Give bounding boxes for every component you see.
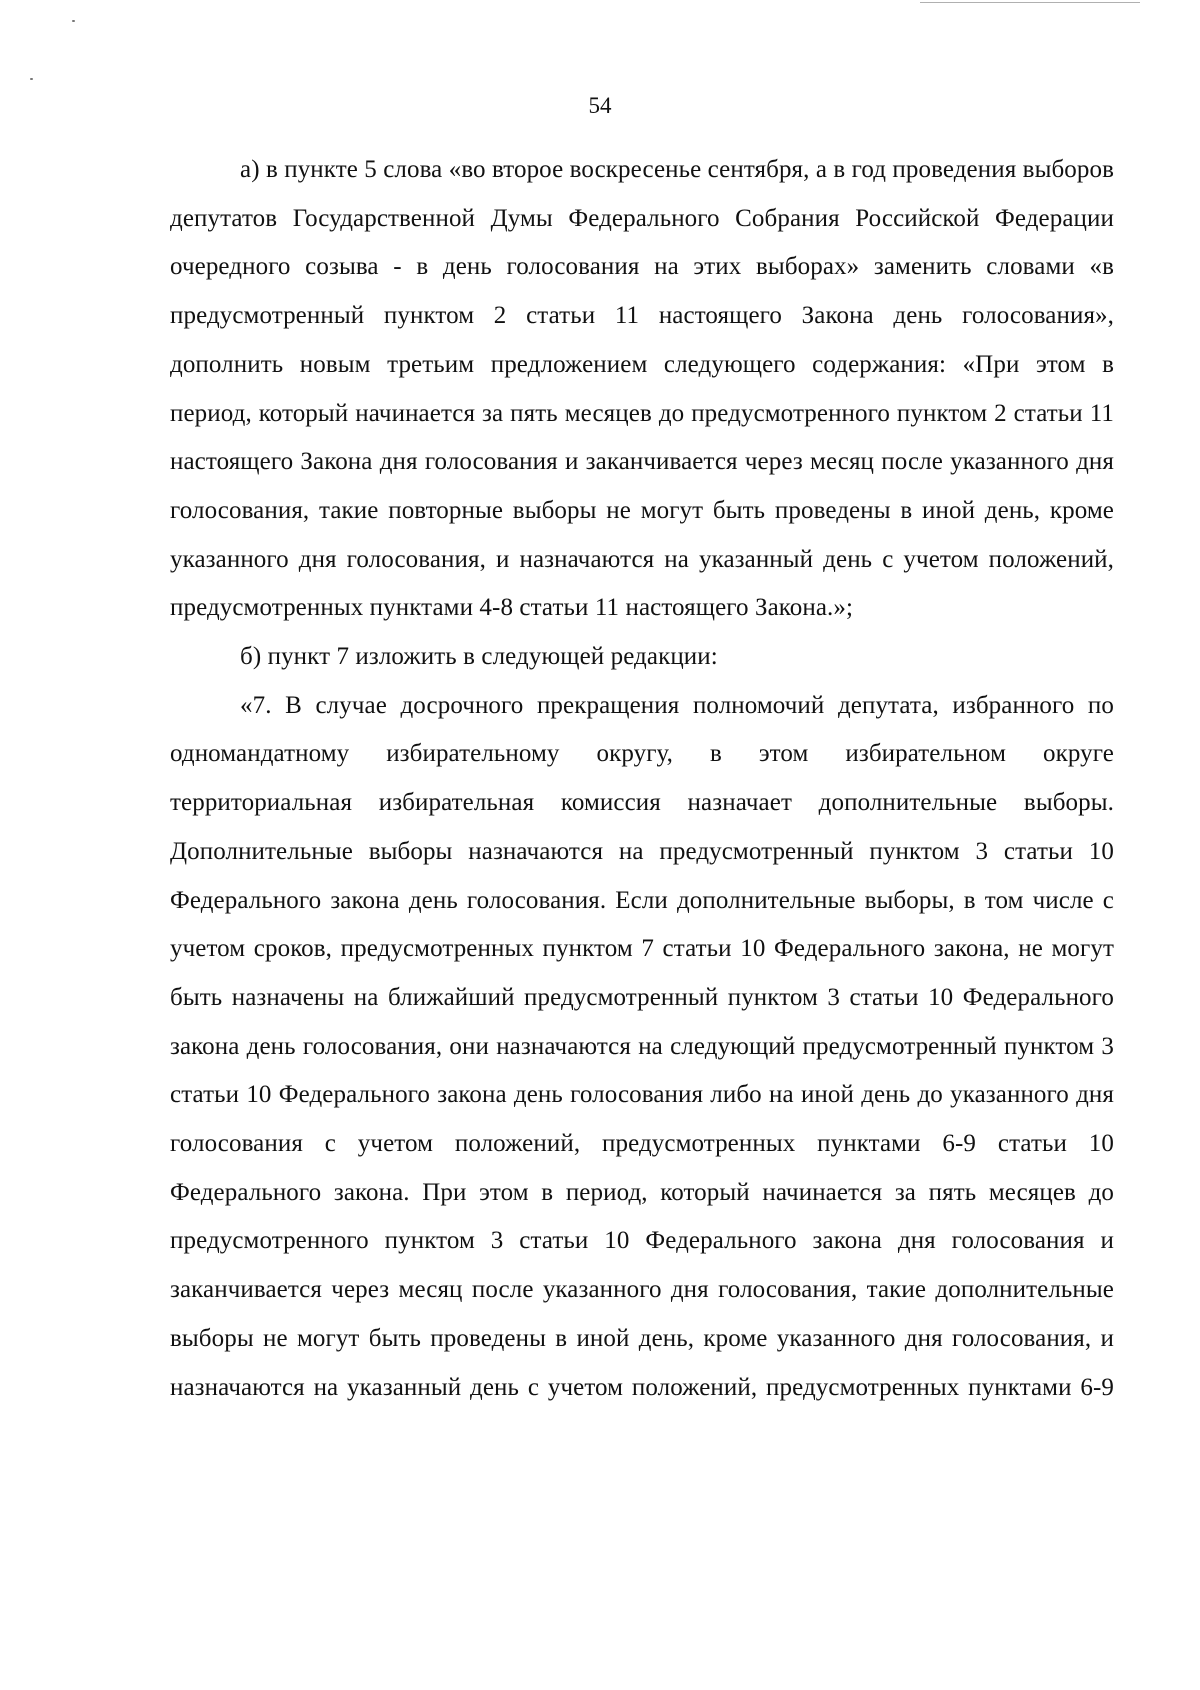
document-body (170, 146, 1114, 1412)
scan-artifact-dot (30, 78, 33, 80)
paragraph-b: б) пункт 7 изложить в следующей редакции: (240, 643, 718, 671)
paragraph-7: «7. В случае досрочного прекращения полномочий депутата, избранного по одномандатному избирательному округу, в этом избирательном округе территориальная избирательная комиссия назначает дополнительные выборы. Дополнительные выборы назначаются на предусмотренный пунктом 3 статьи 10 Федерального закона день голосования. Если дополнительные выборы, в том числе с учетом сроков, предусмотренных пунктом 7 статьи 10 Федерального закона, не могут быть назначены на ближайший предусмотренный пунктом 3 статьи 10 Федерального закона день голосования, они назначаются на следующий предусмотренный пунктом 3 статьи 10 Федерального закона день голосования либо на иной день до указанного дня голосования с учетом положений, предусмотренных пунктами 6-9 статьи 10 Федерального закона. При этом в период, который начинается за пять месяцев до предусмотренного пунктом 3 статьи 10 Федерального закона дня голосования и заканчивается через месяц после указанного дня голосования, такие дополнительные выборы не могут быть проведены в иной день, кроме указанного дня голосования, и назначаются на указанный день с учетом положений, предусмотренных пунктами 6-9 (170, 691, 1114, 1401)
scan-artifact-line (920, 2, 1140, 3)
paragraph-a: а) в пункте 5 слова «во второе воскресенье сентября, а в год проведения выборов депутатов Государственной Думы Федерального Собрания Российской Федерации очередного созыва - в день голосования на этих выборах» заменить словами «в предусмотренный пунктом 2 статьи 11 настоящего Закона день голосования», дополнить новым третьим предложением следующего содержания: «При этом в период, который начинается за пять месяцев до предусмотренного пунктом 2 статьи 11 настоящего Закона дня голосования и заканчивается через месяц после указанного дня голосования, такие повторные выборы не могут быть проведены в иной день, кроме указанного дня голосования, и назначаются на указанный день с учетом положений, предусмотренных пунктами 4-8 статьи 11 настоящего Закона.»; (170, 156, 1114, 622)
scan-artifact-dot (72, 20, 75, 22)
page-number: 54 (588, 93, 612, 118)
